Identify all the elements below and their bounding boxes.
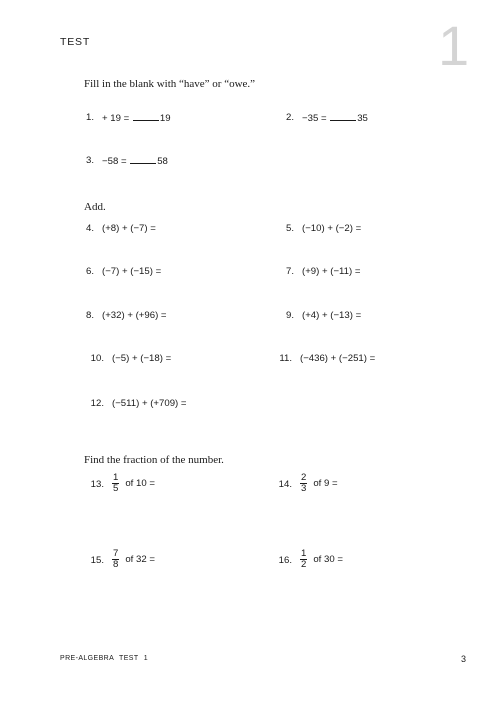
problem-number: 1. — [85, 112, 94, 123]
problem-number: 6. — [85, 266, 94, 277]
fraction-denominator: 8 — [113, 559, 119, 571]
problem-number: 3. — [85, 155, 94, 166]
problem-expression: (−511) + (+709) = — [112, 398, 187, 409]
fraction-numerator: 1 — [113, 472, 119, 483]
problem-number: 2. — [285, 112, 294, 123]
problem-number: 14. — [278, 479, 292, 490]
problem-expression: (−5) + (−18) = — [112, 353, 172, 364]
problem-number: 7. — [285, 266, 294, 277]
fraction — [112, 473, 119, 494]
test-number: 1 — [438, 14, 470, 77]
problem-expression-tail: 19 — [159, 113, 171, 124]
problem-expression: of 30 = — [313, 554, 343, 566]
problem-number: 13. — [90, 479, 104, 490]
problem-number: 12. — [90, 398, 104, 409]
fraction-numerator: 2 — [301, 472, 307, 483]
answer-blank[interactable] — [133, 112, 159, 121]
problem-expression: (+9) + (−11) = — [302, 266, 361, 277]
problem-number: 11. — [279, 353, 292, 364]
fraction-denominator: 3 — [301, 483, 307, 495]
problem-number: 15. — [90, 555, 104, 566]
fraction-denominator: 5 — [113, 483, 119, 495]
answer-blank[interactable] — [130, 155, 156, 164]
fill-in-instruction: Fill in the blank with “have” or “owe.” — [84, 78, 256, 90]
problem-expression: (−436) + (−251) = — [300, 353, 376, 364]
problem-expression: of 9 = — [313, 478, 338, 490]
problem-number: 8. — [85, 310, 94, 321]
problem-expression: of 10 = — [125, 478, 155, 490]
problem-number: 5. — [285, 223, 294, 234]
problem-expression: −58 = — [102, 156, 127, 167]
problem-number: 16. — [278, 555, 292, 566]
problem-expression: (−7) + (−15) = — [102, 266, 162, 277]
fraction-numerator: 7 — [113, 548, 119, 559]
problem-number: 10. — [90, 353, 104, 364]
problem-number: 9. — [285, 310, 294, 321]
fraction-denominator: 2 — [301, 559, 307, 571]
header-label: TEST — [60, 36, 91, 48]
problem-expression: of 32 = — [125, 554, 155, 566]
problem-expression-tail: 35 — [357, 113, 368, 124]
answer-blank[interactable] — [330, 112, 356, 121]
fraction-numerator: 1 — [301, 548, 307, 559]
fraction — [300, 549, 307, 570]
fraction-instruction: Find the fraction of the number. — [84, 454, 224, 466]
add-instruction: Add. — [84, 201, 106, 213]
problem-expression: (+4) + (−13) = — [302, 310, 362, 321]
problem-expression: (+32) + (+96) = — [102, 310, 167, 321]
problem-expression: + 19 = — [102, 113, 130, 124]
problem-expression: (+8) + (−7) = — [102, 223, 156, 234]
fraction — [112, 549, 119, 570]
fraction — [300, 473, 307, 494]
problem-number: 4. — [85, 223, 94, 234]
problem-expression: (−10) + (−2) = — [302, 223, 362, 234]
page-number: 3 — [461, 654, 467, 664]
footer-title: PRE-ALGEBRA TEST 1 — [60, 655, 149, 662]
problem-expression: −35 = — [302, 113, 327, 124]
problem-expression-tail: 58 — [157, 156, 168, 167]
